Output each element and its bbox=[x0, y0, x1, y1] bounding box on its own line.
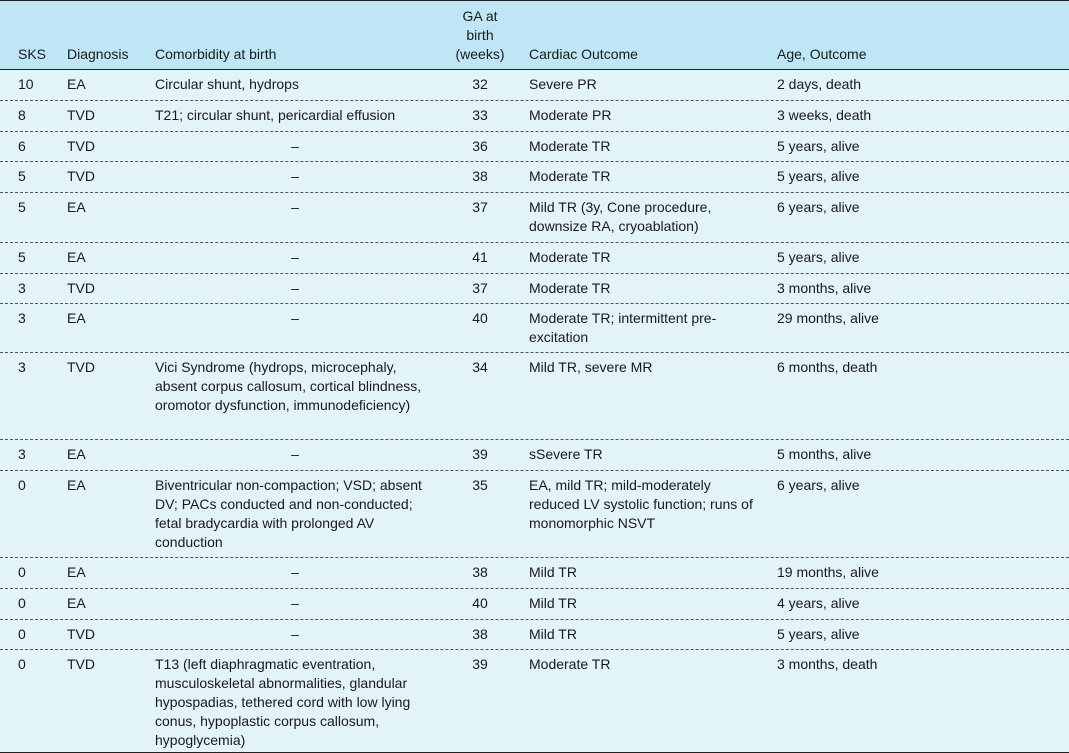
cell-diagnosis: EA bbox=[67, 595, 86, 611]
cell-age-outcome: 5 years, alive bbox=[777, 626, 860, 642]
table-row bbox=[0, 620, 1069, 650]
cell-diagnosis: EA bbox=[67, 199, 86, 215]
table-row bbox=[0, 243, 1069, 274]
cell-diagnosis: TVD bbox=[67, 359, 95, 375]
cell-cardiac-outcome: Mild TR, severe MR bbox=[529, 359, 653, 375]
table-row bbox=[0, 471, 1069, 558]
cell-ga: 39 bbox=[472, 446, 488, 462]
cell-cardiac-outcome: Moderate TR bbox=[529, 138, 611, 154]
cell-age-outcome: 6 years, alive bbox=[777, 477, 860, 493]
cell-ga: 38 bbox=[472, 626, 488, 642]
cell-cardiac-outcome: Moderate TR bbox=[529, 249, 611, 265]
header-ga-line3: (weeks) bbox=[455, 46, 505, 62]
cell-cardiac-outcome: Moderate TR bbox=[529, 280, 611, 296]
cell-ga: 34 bbox=[472, 359, 488, 375]
table-row bbox=[0, 101, 1069, 132]
cell-diagnosis: EA bbox=[67, 446, 86, 462]
table-row bbox=[0, 274, 1069, 304]
cell-sks: 5 bbox=[18, 168, 26, 184]
table-header bbox=[0, 1, 1069, 70]
header-age-outcome: Age, Outcome bbox=[777, 46, 867, 62]
cell-comorbidity: – bbox=[291, 446, 299, 462]
cell-comorbidity: – bbox=[291, 249, 299, 265]
cell-cardiac-outcome: Mild TR bbox=[529, 564, 577, 580]
cell-comorbidity: T13 (left diaphragmatic eventration, musculoskeletal abnormalities, glandular hypospadias, tethered cord with low lying conus, hypoplastic corpus callosum, hypoglycemia) bbox=[155, 656, 411, 748]
cell-ga: 38 bbox=[472, 168, 488, 184]
cell-cardiac-outcome: Mild TR bbox=[529, 595, 577, 611]
cell-sks: 10 bbox=[18, 76, 34, 92]
cell-age-outcome: 5 years, alive bbox=[777, 249, 860, 265]
cell-diagnosis: TVD bbox=[67, 168, 95, 184]
cell-sks: 5 bbox=[18, 249, 26, 265]
cell-sks: 0 bbox=[18, 564, 26, 580]
table-row bbox=[0, 650, 1069, 753]
cell-ga: 39 bbox=[472, 656, 488, 672]
cell-comorbidity: – bbox=[291, 626, 299, 642]
cell-comorbidity: T21; circular shunt, pericardial effusion bbox=[155, 107, 396, 123]
cell-ga: 40 bbox=[472, 595, 488, 611]
table-row bbox=[0, 162, 1069, 193]
cell-comorbidity: – bbox=[291, 199, 299, 215]
cell-cardiac-outcome: Mild TR (3y, Cone procedure, downsize RA, cryoablation) bbox=[529, 199, 712, 234]
cell-age-outcome: 3 weeks, death bbox=[777, 107, 872, 123]
cell-comorbidity: – bbox=[291, 280, 299, 296]
cell-sks: 3 bbox=[18, 359, 26, 375]
table-row bbox=[0, 132, 1069, 162]
cell-diagnosis: TVD bbox=[67, 626, 95, 642]
cell-ga: 37 bbox=[472, 280, 488, 296]
cell-age-outcome: 2 days, death bbox=[777, 76, 862, 92]
table-row bbox=[0, 193, 1069, 243]
cell-cardiac-outcome: EA, mild TR; mild-moderately reduced LV systolic function; runs of monomorphic NSVT bbox=[529, 477, 753, 531]
cell-age-outcome: 5 months, alive bbox=[777, 446, 872, 462]
cell-comorbidity: Biventricular non-compaction; VSD; absent DV; PACs conducted and non-conducted; fetal bradycardia with prolonged AV conduction bbox=[155, 477, 422, 550]
table-row bbox=[0, 304, 1069, 353]
cell-sks: 0 bbox=[18, 595, 26, 611]
cell-sks: 3 bbox=[18, 310, 26, 326]
cell-diagnosis: EA bbox=[67, 249, 86, 265]
cell-diagnosis: TVD bbox=[67, 107, 95, 123]
cell-ga: 32 bbox=[472, 76, 488, 92]
cell-age-outcome: 5 years, alive bbox=[777, 168, 860, 184]
cell-sks: 0 bbox=[18, 656, 26, 672]
cell-cardiac-outcome: Moderate TR bbox=[529, 656, 611, 672]
cell-diagnosis: EA bbox=[67, 477, 86, 493]
cell-age-outcome: 3 months, alive bbox=[777, 280, 872, 296]
cell-age-outcome: 5 years, alive bbox=[777, 138, 860, 154]
cell-diagnosis: EA bbox=[67, 310, 86, 326]
cell-diagnosis: TVD bbox=[67, 656, 95, 672]
cell-comorbidity: – bbox=[291, 310, 299, 326]
cell-ga: 35 bbox=[472, 477, 488, 493]
cell-diagnosis: TVD bbox=[67, 280, 95, 296]
cell-sks: 5 bbox=[18, 199, 26, 215]
cell-diagnosis: EA bbox=[67, 76, 86, 92]
header-sks: SKS bbox=[18, 46, 47, 62]
cell-sks: 0 bbox=[18, 626, 26, 642]
cell-ga: 38 bbox=[472, 564, 488, 580]
cell-sks: 8 bbox=[18, 107, 26, 123]
header-diagnosis: Diagnosis bbox=[67, 46, 129, 62]
cell-sks: 0 bbox=[18, 477, 26, 493]
cell-age-outcome: 19 months, alive bbox=[777, 564, 879, 580]
cell-ga: 41 bbox=[472, 249, 488, 265]
cell-age-outcome: 3 months, death bbox=[777, 656, 878, 672]
table-row bbox=[0, 440, 1069, 471]
table-row bbox=[0, 353, 1069, 440]
cell-sks: 3 bbox=[18, 446, 26, 462]
cell-ga: 40 bbox=[472, 310, 488, 326]
cell-cardiac-outcome: sSevere TR bbox=[529, 446, 603, 462]
cell-comorbidity: – bbox=[291, 564, 299, 580]
table-row bbox=[0, 70, 1069, 101]
header-ga-line2: birth bbox=[466, 27, 494, 43]
cell-cardiac-outcome: Moderate TR; intermittent pre-excitation bbox=[529, 310, 717, 345]
cell-age-outcome: 6 years, alive bbox=[777, 199, 860, 215]
cell-comorbidity: – bbox=[291, 168, 299, 184]
cell-ga: 37 bbox=[472, 199, 488, 215]
cell-cardiac-outcome: Mild TR bbox=[529, 626, 577, 642]
cell-cardiac-outcome: Severe PR bbox=[529, 76, 597, 92]
cell-comorbidity: Circular shunt, hydrops bbox=[155, 76, 299, 92]
cell-age-outcome: 6 months, death bbox=[777, 359, 878, 375]
cell-comorbidity: – bbox=[291, 138, 299, 154]
cell-comorbidity: Vici Syndrome (hydrops, microcephaly, absent corpus callosum, cortical blindness, oromotor dysfunction, immunodeficiency) bbox=[155, 359, 422, 413]
header-comorbidity: Comorbidity at birth bbox=[155, 46, 277, 62]
cell-diagnosis: EA bbox=[67, 564, 86, 580]
cell-cardiac-outcome: Moderate TR bbox=[529, 168, 611, 184]
table-row bbox=[0, 589, 1069, 620]
cell-diagnosis: TVD bbox=[67, 138, 95, 154]
cell-sks: 3 bbox=[18, 280, 26, 296]
table-row bbox=[0, 558, 1069, 589]
header-ga-line1: GA at bbox=[462, 8, 498, 24]
cell-cardiac-outcome: Moderate PR bbox=[529, 107, 612, 123]
cell-comorbidity: – bbox=[291, 595, 299, 611]
cell-age-outcome: 4 years, alive bbox=[777, 595, 860, 611]
header-cardiac-outcome: Cardiac Outcome bbox=[529, 46, 638, 62]
cell-ga: 36 bbox=[472, 138, 488, 154]
cell-age-outcome: 29 months, alive bbox=[777, 310, 879, 326]
cell-sks: 6 bbox=[18, 138, 26, 154]
cell-ga: 33 bbox=[472, 107, 488, 123]
